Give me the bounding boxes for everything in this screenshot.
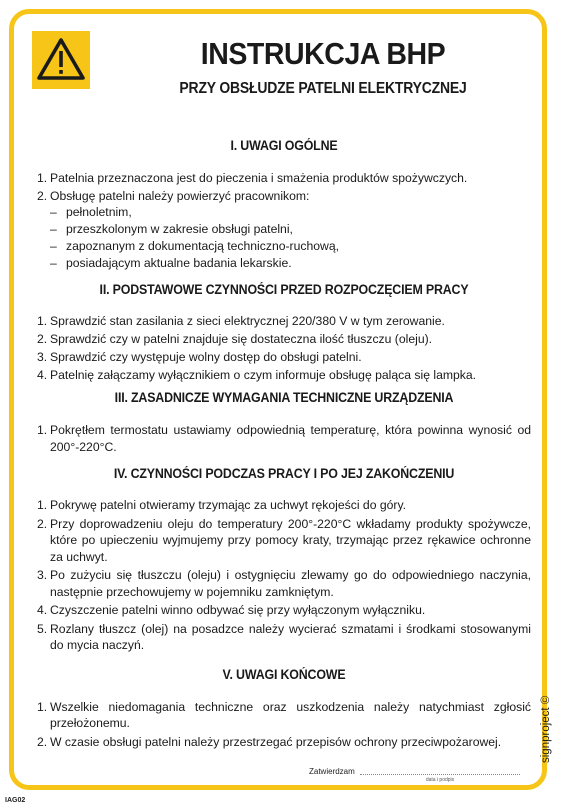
item-text: pełnoletnim, <box>66 205 132 219</box>
item-text: Pokrętłem termostatu ustawiamy odpowiednią temperaturę, która powinna wynosić od 200°-220°C. <box>50 423 531 454</box>
section-heading: III. ZASADNICZE WYMAGANIA TECHNICZNE URZĄDZENIA <box>114 390 454 405</box>
list-item <box>37 699 531 732</box>
list-item <box>37 497 531 514</box>
list-item <box>37 188 531 205</box>
item-text: W czasie obsługi patelni należy przestrzegać przepisów ochrony przeciwpożarowej. <box>50 734 502 749</box>
section-heading: I. UWAGI OGÓLNE <box>230 138 338 153</box>
item-number: 1. <box>37 314 48 328</box>
dash-marker: – <box>50 222 57 236</box>
item-number: 3. <box>37 350 48 364</box>
item-text: Czyszczenie patelni winno odbywać się przy wyłączonym wyłączniku. <box>50 603 426 617</box>
item-number: 2. <box>37 516 48 531</box>
item-number: 1. <box>37 423 48 437</box>
section-heading: II. PODSTAWOWE CZYNNOŚCI PRZED ROZPOCZĘCIEM PRACY <box>99 282 469 297</box>
item-text: Pokrywę patelni otwieramy trzymając za uchwyt rękojeści do góry. <box>50 498 407 512</box>
item-number: 1. <box>37 699 48 714</box>
page-title: INSTRUKCJA BHP <box>200 36 446 71</box>
list-item <box>37 348 531 366</box>
dash-marker: – <box>50 256 57 270</box>
item-number: 4. <box>37 368 48 382</box>
item-text: Przy doprowadzeniu oleju do temperatury 200°-220°C wkładamy produkty spożywcze, które po upieczeniu wyjmujemy przy pomocy kraty, trzymając przez rękawice ochronne za uchwyt. <box>50 516 531 564</box>
section-heading: V. UWAGI KOŃCOWE <box>222 666 346 682</box>
item-text: Wszelkie niedomagania techniczne oraz uszkodzenia należy natychmiast zgłosić przełożonemu. <box>50 699 531 730</box>
item-text: Sprawdzić czy występuje wolny dostęp do obsługi patelni. <box>50 350 362 364</box>
signature-line <box>360 774 520 775</box>
dash-marker: – <box>50 205 57 219</box>
section-before-work <box>37 281 531 384</box>
list-item <box>37 366 531 384</box>
item-text: przeszkolonym w zakresie obsługi patelni, <box>66 222 293 236</box>
item-text: Sprawdzić stan zasilania z sieci elektrycznej 220/380 V w tym zerowanie. <box>50 314 445 328</box>
item-text: Rozlany tłuszcz (olej) na posadzce należy wycierać szmatami i środkami stosowanymi do mycia naczyń. <box>50 621 531 652</box>
item-text: zapoznanym z dokumentacją techniczno-ruchową, <box>66 239 340 253</box>
warning-sign <box>32 31 90 89</box>
section-during-and-after-work <box>37 465 531 654</box>
list-item <box>37 602 531 619</box>
list-item <box>37 621 531 654</box>
item-text: Obsługę patelni należy powierzyć pracownikom: <box>50 188 310 203</box>
list-item <box>37 734 531 751</box>
warning-triangle-icon <box>32 31 90 89</box>
item-list <box>37 422 531 455</box>
item-number: 1. <box>37 498 48 512</box>
approve-label: Zatwierdzam <box>309 767 355 776</box>
sub-list-item <box>50 221 531 238</box>
instruction-content <box>37 137 531 750</box>
item-number: 4. <box>37 603 48 617</box>
list-item <box>37 516 531 566</box>
item-number: 1. <box>37 171 48 185</box>
item-text: Po zużyciu się tłuszczu (oleju) i ostygnięciu zlewamy go do odpowiedniego naczynia, następnie przechowujemy w pojemniku zamkniętym. <box>50 568 531 599</box>
list-item <box>37 170 531 187</box>
item-number: 2. <box>37 734 48 749</box>
section-heading: IV. CZYNNOŚCI PODCZAS PRACY I PO JEJ ZAKOŃCZENIU <box>113 466 455 481</box>
dash-marker: – <box>50 239 57 253</box>
list-item <box>37 567 531 600</box>
page-subtitle: PRZY OBSŁUDZE PATELNI ELEKTRYCZNEJ <box>179 80 467 97</box>
signature-caption: data i podpis <box>425 777 455 783</box>
list-item <box>37 330 531 348</box>
section-final-remarks <box>37 666 531 751</box>
sub-list <box>37 204 531 272</box>
item-list <box>37 312 531 384</box>
item-number: 3. <box>37 568 48 582</box>
list-item <box>37 312 531 330</box>
section-general <box>37 137 531 272</box>
item-text: Patelnia przeznaczona jest do pieczenia i smażenia produktów spożywczych. <box>50 171 468 185</box>
item-number: 2. <box>37 188 48 203</box>
product-code: IAG02 <box>5 797 26 804</box>
item-list <box>37 170 531 204</box>
sub-list-item <box>50 255 531 272</box>
sub-list-item <box>50 204 531 221</box>
brand-label: signproject © <box>540 695 552 763</box>
section-technical-requirements <box>37 389 531 455</box>
item-number: 5. <box>37 621 48 636</box>
item-number: 2. <box>37 332 48 346</box>
item-list <box>37 699 531 751</box>
list-item <box>37 422 531 455</box>
item-text: Sprawdzić czy w patelni znajduje się dostateczna ilość tłuszczu (oleju). <box>50 332 433 346</box>
item-list <box>37 497 531 654</box>
item-text: Patelnię załączamy wyłącznikiem o czym informuje obsługę paląca się lampka. <box>50 368 477 382</box>
item-text: posiadającym aktualne badania lekarskie. <box>66 256 292 270</box>
sub-list-item <box>50 238 531 255</box>
